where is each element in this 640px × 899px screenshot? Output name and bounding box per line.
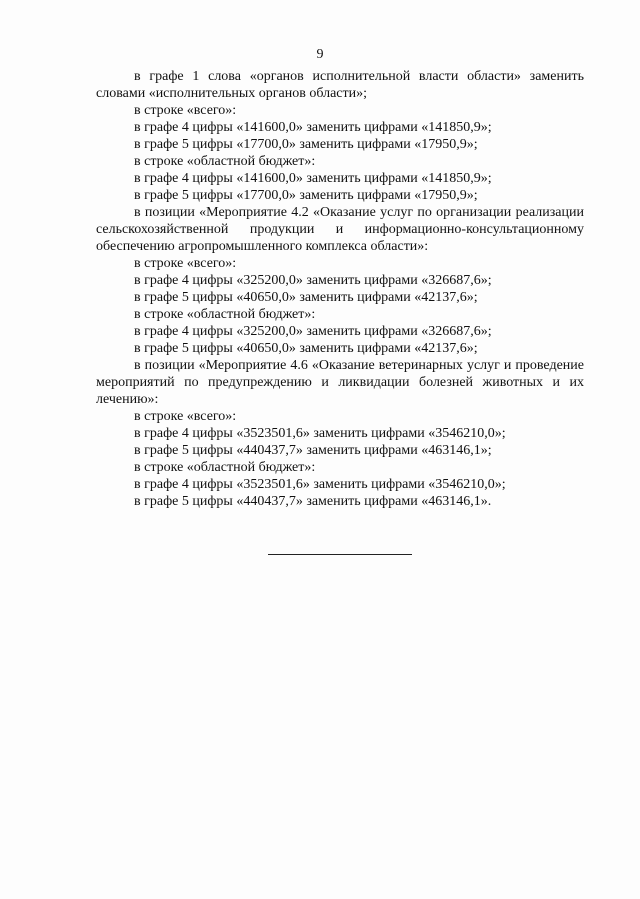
paragraph: в графе 4 цифры «325200,0» заменить цифрами «326687,6»; (134, 273, 492, 288)
paragraph: в графе 4 цифры «3523501,6» заменить цифрами «3546210,0»; (134, 477, 506, 492)
paragraph: в графе 5 цифры «440437,7» заменить цифрами «463146,1». (134, 494, 492, 509)
paragraph: в строке «всего»: (134, 409, 237, 424)
paragraph: в графе 4 цифры «325200,0» заменить цифрами «326687,6»; (134, 324, 492, 339)
paragraph: в позиции «Мероприятие 4.6 «Оказание ветеринарных услуг и проведение мероприятий по предупреждению и ликвидации болезней животных и их лечению»: (96, 358, 584, 407)
paragraph: в графе 4 цифры «141600,0» заменить цифрами «141850,9»; (134, 171, 492, 186)
page-number: 9 (316, 47, 324, 62)
paragraph: в позиции «Мероприятие 4.2 «Оказание услуг по организации реализации сельскохозяйственной продукции и информационно-консультационному обеспечению агропромышленного комплекса области»: (96, 205, 584, 254)
paragraph: в строке «областной бюджет»: (134, 460, 316, 475)
paragraph: в строке «всего»: (134, 256, 237, 271)
paragraph: в графе 4 цифры «3523501,6» заменить цифрами «3546210,0»; (134, 426, 506, 441)
document-body (96, 68, 584, 510)
paragraph: в строке «всего»: (134, 103, 237, 118)
paragraph: в строке «областной бюджет»: (134, 154, 316, 169)
paragraph: в графе 1 слова «органов исполнительной власти области» заменить словами «исполнительных органов области»; (96, 69, 584, 101)
paragraph: в графе 5 цифры «40650,0» заменить цифрами «42137,6»; (134, 290, 478, 305)
paragraph: в графе 5 цифры «440437,7» заменить цифрами «463146,1»; (134, 443, 492, 458)
paragraph: в графе 5 цифры «17700,0» заменить цифрами «17950,9»; (134, 188, 478, 203)
paragraph: в графе 5 цифры «40650,0» заменить цифрами «42137,6»; (134, 341, 478, 356)
paragraph: в графе 4 цифры «141600,0» заменить цифрами «141850,9»; (134, 120, 492, 135)
closing-divider (268, 554, 412, 555)
paragraph: в графе 5 цифры «17700,0» заменить цифрами «17950,9»; (134, 137, 478, 152)
paragraph: в строке «областной бюджет»: (134, 307, 316, 322)
